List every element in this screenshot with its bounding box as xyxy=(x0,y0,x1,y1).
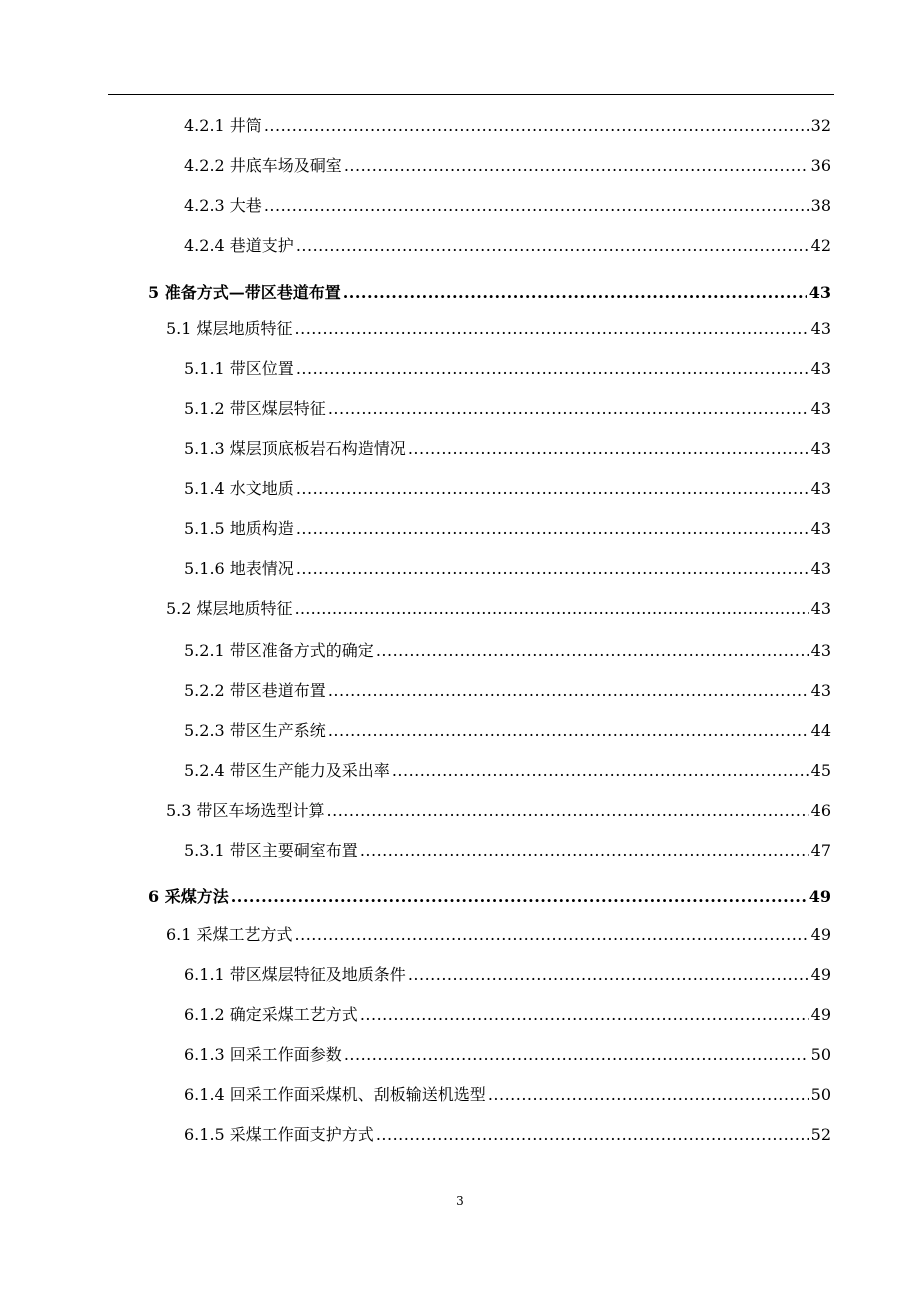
toc-dot-leader xyxy=(408,439,809,459)
toc-entry-page: 43 xyxy=(810,399,831,418)
toc-entry-title: 4.2.2 井底车场及硐室 xyxy=(184,156,342,175)
toc-entry-page: 42 xyxy=(810,236,831,255)
toc-dot-leader xyxy=(344,1045,809,1065)
toc-entry-title: 5.1.2 带区煤层特征 xyxy=(184,399,326,418)
toc-dot-leader xyxy=(328,399,809,419)
toc-entry[interactable] xyxy=(184,116,831,136)
toc-entry-page: 49 xyxy=(810,925,831,944)
toc-entry-page: 50 xyxy=(810,1045,831,1064)
toc-entry[interactable] xyxy=(184,1005,831,1025)
toc-entry-page: 43 xyxy=(810,641,831,660)
toc-entry-page: 43 xyxy=(810,681,831,700)
toc-entry[interactable] xyxy=(184,236,831,256)
toc-entry[interactable] xyxy=(184,156,831,176)
toc-entry-title: 5.2.2 带区巷道布置 xyxy=(184,681,326,700)
toc-dot-leader xyxy=(295,925,809,945)
toc-entry-title: 5.2 煤层地质特征 xyxy=(166,599,293,618)
page-number: 3 xyxy=(456,1194,464,1208)
toc-dot-leader xyxy=(296,519,809,539)
toc-entry-title: 6.1.2 确定采煤工艺方式 xyxy=(184,1005,358,1024)
toc-entry[interactable] xyxy=(184,1125,831,1145)
toc-entry-title: 5.2.4 带区生产能力及采出率 xyxy=(184,761,390,780)
toc-dot-leader xyxy=(327,801,809,821)
toc-dot-leader xyxy=(408,965,809,985)
toc-entry-title: 6 采煤方法 xyxy=(148,887,229,906)
toc-dot-leader xyxy=(344,156,809,176)
toc-dot-leader xyxy=(295,319,809,339)
toc-entry-title: 4.2.4 巷道支护 xyxy=(184,236,294,255)
toc-entry[interactable] xyxy=(184,841,831,861)
toc-entry-title: 4.2.1 井筒 xyxy=(184,116,262,135)
toc-entry-page: 49 xyxy=(808,887,831,906)
toc-entry[interactable] xyxy=(184,641,831,661)
toc-entry-title: 4.2.3 大巷 xyxy=(184,196,262,215)
toc-entry[interactable] xyxy=(184,479,831,499)
toc-entry[interactable] xyxy=(184,196,831,216)
toc-entry-page: 43 xyxy=(810,559,831,578)
toc-entry-page: 43 xyxy=(810,439,831,458)
toc-dot-leader xyxy=(296,236,809,256)
toc-entry-title: 5.1.5 地质构造 xyxy=(184,519,294,538)
toc-entry-page: 43 xyxy=(808,283,831,302)
toc-entry-page: 43 xyxy=(810,519,831,538)
toc-entry-page: 43 xyxy=(810,359,831,378)
toc-dot-leader xyxy=(296,559,809,579)
toc-dot-leader xyxy=(296,359,809,379)
toc-entry[interactable] xyxy=(166,925,831,945)
toc-entry[interactable] xyxy=(184,519,831,539)
toc-entry[interactable] xyxy=(184,439,831,459)
toc-dot-leader xyxy=(392,761,809,781)
toc-entry-page: 47 xyxy=(810,841,831,860)
toc-entry-title: 5.3.1 带区主要硐室布置 xyxy=(184,841,358,860)
toc-entry-page: 43 xyxy=(810,599,831,618)
toc-entry-title: 6.1 采煤工艺方式 xyxy=(166,925,293,944)
toc-dot-leader xyxy=(488,1085,809,1105)
toc-entry-title: 5.1.3 煤层顶底板岩石构造情况 xyxy=(184,439,406,458)
toc-entry[interactable] xyxy=(184,681,831,701)
toc-entry[interactable] xyxy=(166,599,831,619)
toc-entry-title: 5 准备方式—带区巷道布置 xyxy=(148,283,341,302)
toc-entry-title: 5.2.1 带区准备方式的确定 xyxy=(184,641,374,660)
toc-entry-page: 43 xyxy=(810,319,831,338)
toc-entry-page: 45 xyxy=(810,761,831,780)
toc-entry-page: 44 xyxy=(810,721,831,740)
toc-entry[interactable] xyxy=(184,559,831,579)
toc-entry-title: 5.3 带区车场选型计算 xyxy=(166,801,325,820)
toc-entry[interactable] xyxy=(148,283,831,303)
toc-entry-title: 5.1.4 水文地质 xyxy=(184,479,294,498)
toc-dot-leader xyxy=(264,116,809,136)
toc-entry[interactable] xyxy=(184,761,831,781)
toc-entry-page: 49 xyxy=(810,1005,831,1024)
toc-entry-page: 46 xyxy=(810,801,831,820)
toc-entry[interactable] xyxy=(184,1045,831,1065)
toc-entry-title: 5.1.1 带区位置 xyxy=(184,359,294,378)
toc-dot-leader xyxy=(343,283,807,303)
toc-entry[interactable] xyxy=(184,721,831,741)
toc-entry-page: 49 xyxy=(810,965,831,984)
toc-dot-leader xyxy=(231,887,807,907)
toc-entry-title: 6.1.1 带区煤层特征及地质条件 xyxy=(184,965,406,984)
toc-entry-page: 52 xyxy=(810,1125,831,1144)
toc-entry-title: 5.2.3 带区生产系统 xyxy=(184,721,326,740)
toc-dot-leader xyxy=(295,599,809,619)
toc-dot-leader xyxy=(328,681,809,701)
toc-entry[interactable] xyxy=(184,359,831,379)
toc-entry[interactable] xyxy=(184,965,831,985)
toc-entry-page: 43 xyxy=(810,479,831,498)
toc-dot-leader xyxy=(376,641,809,661)
toc-entry-title: 6.1.4 回采工作面采煤机、刮板输送机选型 xyxy=(184,1085,486,1104)
toc-entry-title: 6.1.3 回采工作面参数 xyxy=(184,1045,342,1064)
toc-entry[interactable] xyxy=(166,801,831,821)
toc-entry-title: 6.1.5 采煤工作面支护方式 xyxy=(184,1125,374,1144)
toc-dot-leader xyxy=(376,1125,809,1145)
toc-entry-page: 32 xyxy=(810,116,831,135)
toc-entry[interactable] xyxy=(148,887,831,907)
toc-entry[interactable] xyxy=(184,1085,831,1105)
toc-entry-title: 5.1.6 地表情况 xyxy=(184,559,294,578)
toc-entry-page: 50 xyxy=(810,1085,831,1104)
toc-dot-leader xyxy=(328,721,809,741)
toc-entry[interactable] xyxy=(166,319,831,339)
toc-entry[interactable] xyxy=(184,399,831,419)
toc-entry-title: 5.1 煤层地质特征 xyxy=(166,319,293,338)
toc-dot-leader xyxy=(360,1005,809,1025)
toc-dot-leader xyxy=(296,479,809,499)
toc-dot-leader xyxy=(360,841,809,861)
toc-dot-leader xyxy=(264,196,809,216)
toc-entry-page: 38 xyxy=(810,196,831,215)
toc-entry-page: 36 xyxy=(810,156,831,175)
